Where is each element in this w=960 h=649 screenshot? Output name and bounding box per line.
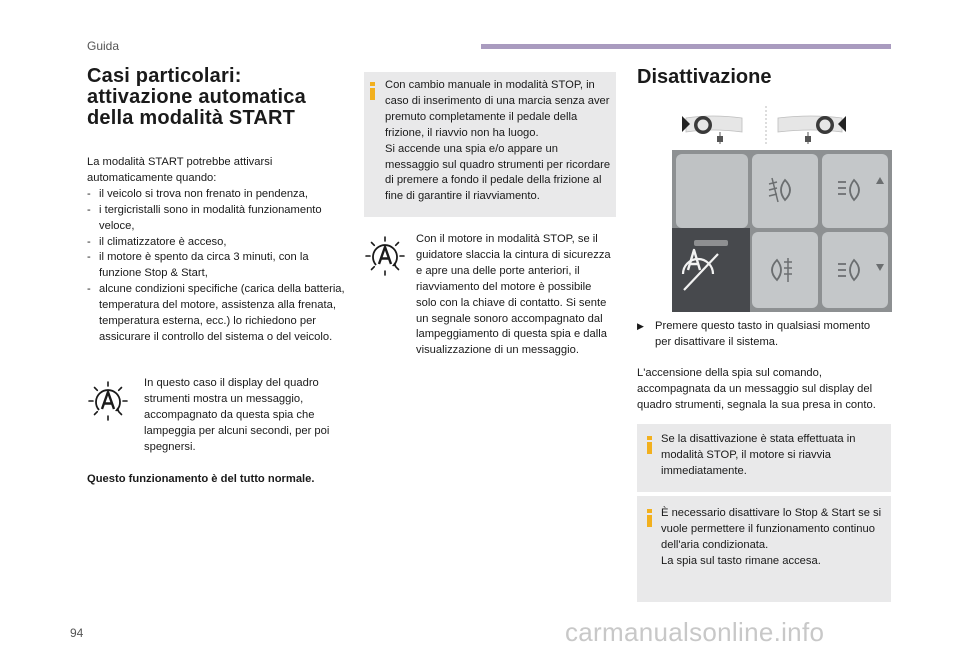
aircon-info-text: È necessario disattivare lo Stop & Start se si vuole permettere il funzionamento continuo dell'aria condizionata. La spia sul tasto rimane accesa. <box>661 507 882 567</box>
info-icon <box>647 436 652 454</box>
press-button-instruction <box>637 319 889 351</box>
clutch-info-box <box>364 72 616 217</box>
press-bullet-text: Premere questo tasto in qualsiasi momento per disattivare il sistema. <box>655 320 871 348</box>
left-column <box>87 66 345 346</box>
auto-start-warning-icon <box>364 235 406 277</box>
middle-warning <box>364 232 624 359</box>
steering-position-icon <box>778 116 846 144</box>
list-item: - il climatizzatore è acceso, <box>87 235 227 248</box>
list-item: - il motore è spento da circa 3 minuti, con la funzione Stop & Start, <box>87 251 309 280</box>
auto-start-warning-icon <box>87 380 129 422</box>
confirmation-paragraph: L'accensione della spia sul comando, accompagnata da un messaggio sul display del quadro strumenti, segnala la sua presa in conto. <box>637 367 876 411</box>
section-bar <box>481 44 891 49</box>
conditions-list <box>87 187 345 346</box>
list-item: - i tergicristalli sono in modalità funzionamento veloce, <box>87 203 322 232</box>
list-item: - il veicolo si trova non frenato in pendenza, <box>87 187 308 200</box>
stop-start-button-illustration <box>672 104 892 312</box>
list-item: - alcune condizioni specifiche (carica della batteria, temperatura del motore, assistenza alla frenata, temperatura esterna, ecc.) lo richiedono per assicurare il controllo del sistema o del veicolo. <box>87 283 345 343</box>
restart-info-text: Se la disattivazione è stata effettuata in modalità STOP, il motore si riavvia immediatamente. <box>661 433 856 477</box>
deactivation-title: Disattivazione <box>637 66 772 88</box>
info-icon <box>370 82 375 100</box>
page-number: 94 <box>70 626 84 640</box>
restart-info-box <box>637 424 891 492</box>
left-intro: La modalità START potrebbe attivarsi automaticamente quando: <box>87 156 273 184</box>
aircon-info-box <box>637 496 891 602</box>
left-warning-text: In questo caso il display del quadro strumenti mostra un messaggio, accompagnato da questa spia che lampeggia per alcuni secondi, per poi spegnersi. <box>144 377 330 453</box>
left-warning <box>87 376 347 456</box>
triangle-bullet-icon: ▶ <box>637 321 644 331</box>
normal-note: Questo funzionamento è del tutto normale. <box>87 473 315 485</box>
steering-position-icon <box>682 116 742 144</box>
section-label: Guida <box>87 39 120 53</box>
watermark: carmanualsonline.info <box>565 617 825 647</box>
left-title: Casi particolari: attivazione automatica della modalità START <box>87 65 306 129</box>
clutch-info-text: Con cambio manuale in modalità STOP, in caso di inserimento di una marcia senza aver premuto completamente il pedale della frizione, il riavvio non ha luogo. Si accende una spia e/o appare un messaggio sul quadro strumenti per ricordare di premere a fondo il pedale della frizione al fine di garantire il riavviamento. <box>385 79 611 203</box>
middle-warning-text: Con il motore in modalità STOP, se il guidatore slaccia la cintura di sicurezza e apre una delle porte anteriori, il riavviamento del motore è possibile solo con la chiave di contatto. Si sente un segnale sonoro accompagnato dal lampeggiamento di questa spia e dalla visualizzazione di un messaggio. <box>416 233 611 357</box>
info-icon <box>647 509 652 527</box>
